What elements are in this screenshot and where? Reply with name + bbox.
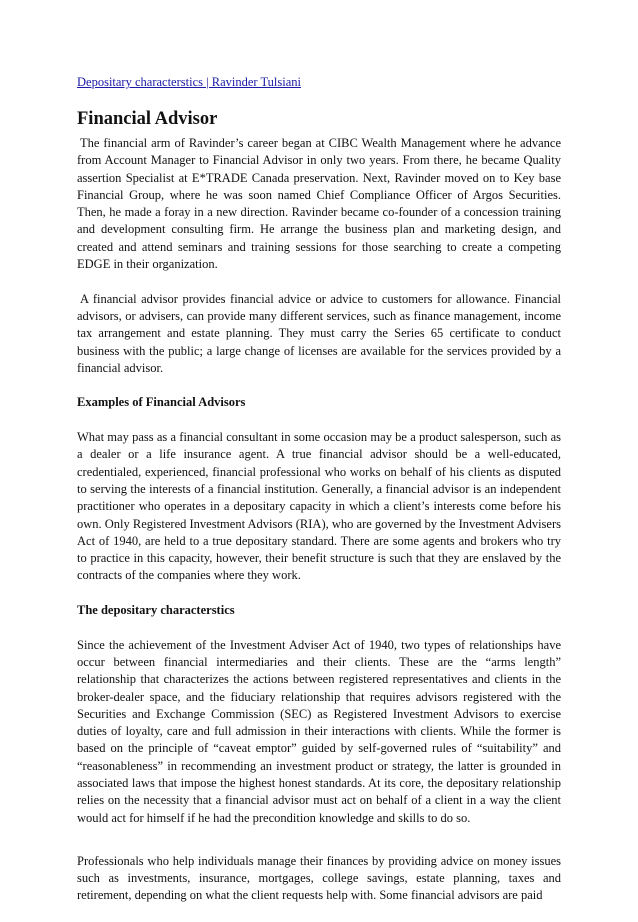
document-page xyxy=(77,74,561,922)
depositary-paragraph: Since the achievement of the Investment Adviser Act of 1940, two types of relationships have occur between financial intermediaries and their clients. These are the “arms length” relationship that characterizes the actions between registered representatives and clients in the broker-dealer space, and the fiduciary relationship that requires advisors registered with the Securities and Exchange Commission (SEC) as Registered Investment Advisors to exercise duties of loyalty, care and full admission in their interactions with clients. While the former is based on the principle of “caveat emptor” guided by self-governed rules of “suitability” and “reasonableness” in recommending an investment product or strategy, the latter is grounded in associated laws that impose the highest honest standards. At its core, the depositary relationship relies on the necessity that a financial advisor must act on behalf of a client in a way the client would act for himself if he had the precondition knowledge and skills to do so. xyxy=(77,637,561,825)
closing-paragraph: Professionals who help individuals manage their finances by providing advice on money issues such as investments, insurance, mortgages, college savings, estate planning, taxes and retirement, depending on what the client requests help with. Some financial advisors are paid xyxy=(77,853,561,903)
section-heading-depositary: The depositary characterstics xyxy=(77,603,235,618)
definition-paragraph: A financial advisor provides financial advice or advice to customers for allowance. Financial advisors, or advisers, can provide many different services, such as finance management, income tax arrangement and estate planning. They must carry the Series 65 certificate to conduct business with the public; a large change of licenses are available for the services provided by a financial advisor. xyxy=(77,291,561,375)
examples-paragraph: What may pass as a financial consultant in some occasion may be a product salesperson, such as a dealer or a life insurance agent. A true financial advisor should be a well-educated, credentialed, experienced, financial professional who works on behalf of his clients as disputed to serving the interests of a financial institution. Generally, a financial advisor is an independent practitioner who operates in a depositary capacity in which a client’s interests come before his own. Only Registered Investment Advisors (RIA), who are governed by the Investment Advisers Act of 1940, are held to a true depositary standard. There are some agents and brokers who try to practice in this capacity, however, their benefit structure is such that they are enslaved by the contracts of the companies where they work. xyxy=(77,430,561,583)
source-link[interactable]: Depositary characterstics | Ravinder Tulsiani xyxy=(77,75,301,89)
section-heading-examples: Examples of Financial Advisors xyxy=(77,395,246,410)
page-title: Financial Advisor xyxy=(77,109,218,129)
intro-paragraph: The financial arm of Ravinder’s career began at CIBC Wealth Management where he advance from Account Manager to Financial Advisor in only two years. From there, he became Quality assertion Specialist at E*TRADE Canada preservation. Next, Ravinder moved on to Key base Financial Group, where he was soon named Chief Compliance Officer of Argos Securities. Then, he made a foray in a new direction. Ravinder became co-founder of a concession training and development consulting firm. He arrange the business plan and marketing design, and created and attend seminars and training sessions for those searching to create a competing EDGE in their organization. xyxy=(77,136,561,272)
